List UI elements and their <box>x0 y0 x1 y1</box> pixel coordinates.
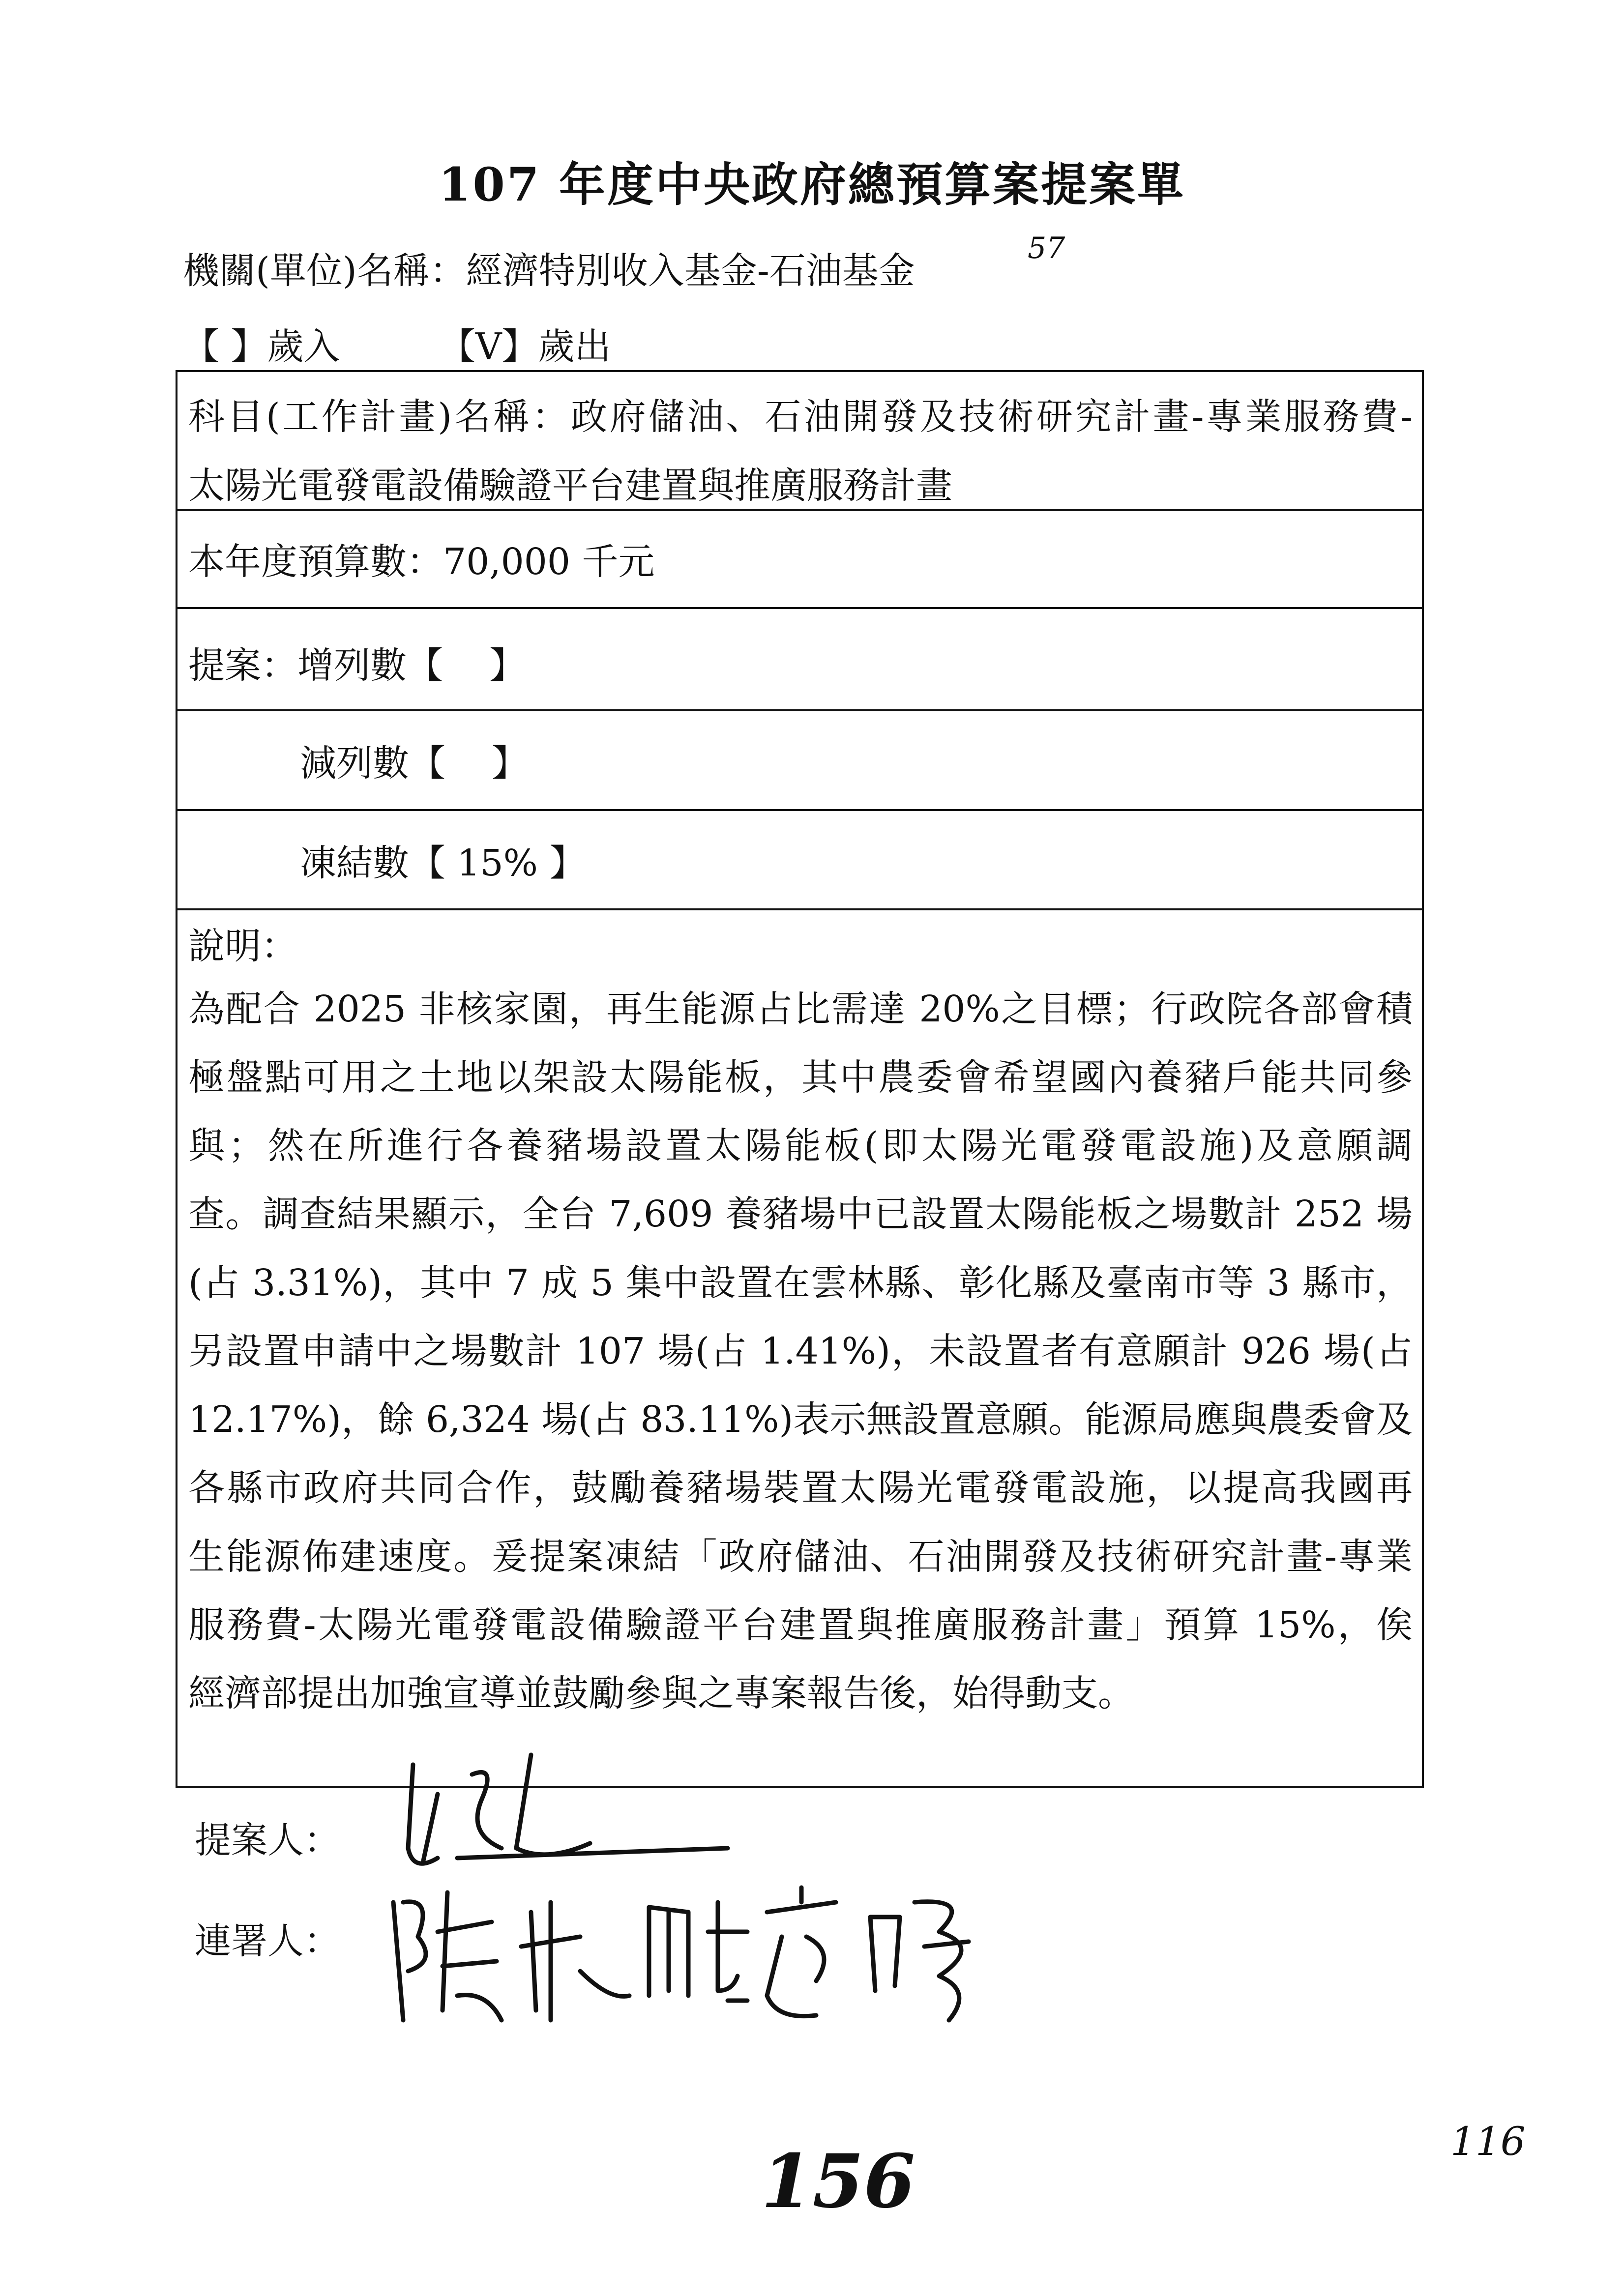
explanation-label: 說明： <box>188 925 297 967</box>
explanation-line: 經濟部提出加強宣導並鼓勵參與之專案報告後，始得動支。 <box>188 1672 1134 1715</box>
expenditure-checkbox: 【V】歲出 <box>439 325 611 368</box>
handwritten-page-number: 156 <box>761 2138 915 2225</box>
cosigner-signature <box>374 1873 1087 2040</box>
row-divider <box>176 908 1424 910</box>
explanation-line: (占 3.31%)，其中 7 成 5 集中設置在雲林縣、彰化縣及臺南市等 3 縣市， <box>188 1262 1413 1304</box>
budget-amount: 本年度預算數：70,000 千元 <box>188 541 655 583</box>
subject-line: 太陽光電發電設備驗證平台建置與推廣服務計畫 <box>188 465 952 507</box>
proposal-increase: 提案：增列數【 】 <box>188 644 526 687</box>
page-title: 107 年度中央政府總預算案提案單 <box>439 158 1185 212</box>
row-divider <box>176 809 1424 811</box>
proposal-freeze: 凍結數【 15% 】 <box>300 842 586 884</box>
subject-line: 科目(工作計畫)名稱：政府儲油、石油開發及技術研究計畫-專業服務費- <box>188 396 1413 438</box>
explanation-line: 極盤點可用之土地以架設太陽能板，其中農委會希望國內養豬戶能共同參 <box>188 1056 1413 1099</box>
row-divider <box>176 509 1424 511</box>
handwritten-corner-number: 116 <box>1450 2119 1526 2164</box>
explanation-line: 各縣市政府共同合作，鼓勵養豬場裝置太陽光電發電設施，以提高我國再 <box>188 1467 1413 1509</box>
proposal-decrease: 減列數【 】 <box>300 742 529 785</box>
revenue-checkbox: 【 】歲入 <box>183 325 340 368</box>
explanation-line: 服務費-太陽光電發電設備驗證平台建置與推廣服務計畫」預算 15%，俟 <box>188 1604 1413 1646</box>
row-divider <box>176 709 1424 711</box>
agency-name: 機關(單位)名稱：經濟特別收入基金-石油基金 <box>183 250 915 292</box>
explanation-line: 查。調查結果顯示，全台 7,609 養豬場中已設置太陽能板之場數計 252 場 <box>188 1193 1413 1235</box>
proposer-signature <box>384 1735 777 1892</box>
explanation-line: 12.17%)，餘 6,324 場(占 83.11%)表示無設置意願。能源局應與農委會及 <box>188 1398 1413 1441</box>
explanation-line: 另設置申請中之場數計 107 場(占 1.41%)，未設置者有意願計 926 場(占 <box>188 1330 1413 1372</box>
cosigner-label: 連署人： <box>195 1920 340 1962</box>
explanation-line: 與；然在所進行各養豬場設置太陽能板(即太陽光電發電設施)及意願調 <box>188 1125 1413 1167</box>
margin-note: 57 <box>1028 231 1065 265</box>
row-divider <box>176 607 1424 609</box>
explanation-line: 生能源佈建速度。爰提案凍結「政府儲油、石油開發及技術研究計畫-專業 <box>188 1536 1413 1578</box>
proposer-label: 提案人： <box>195 1819 340 1861</box>
explanation-line: 為配合 2025 非核家園，再生能源占比需達 20%之目標；行政院各部會積 <box>188 988 1413 1030</box>
